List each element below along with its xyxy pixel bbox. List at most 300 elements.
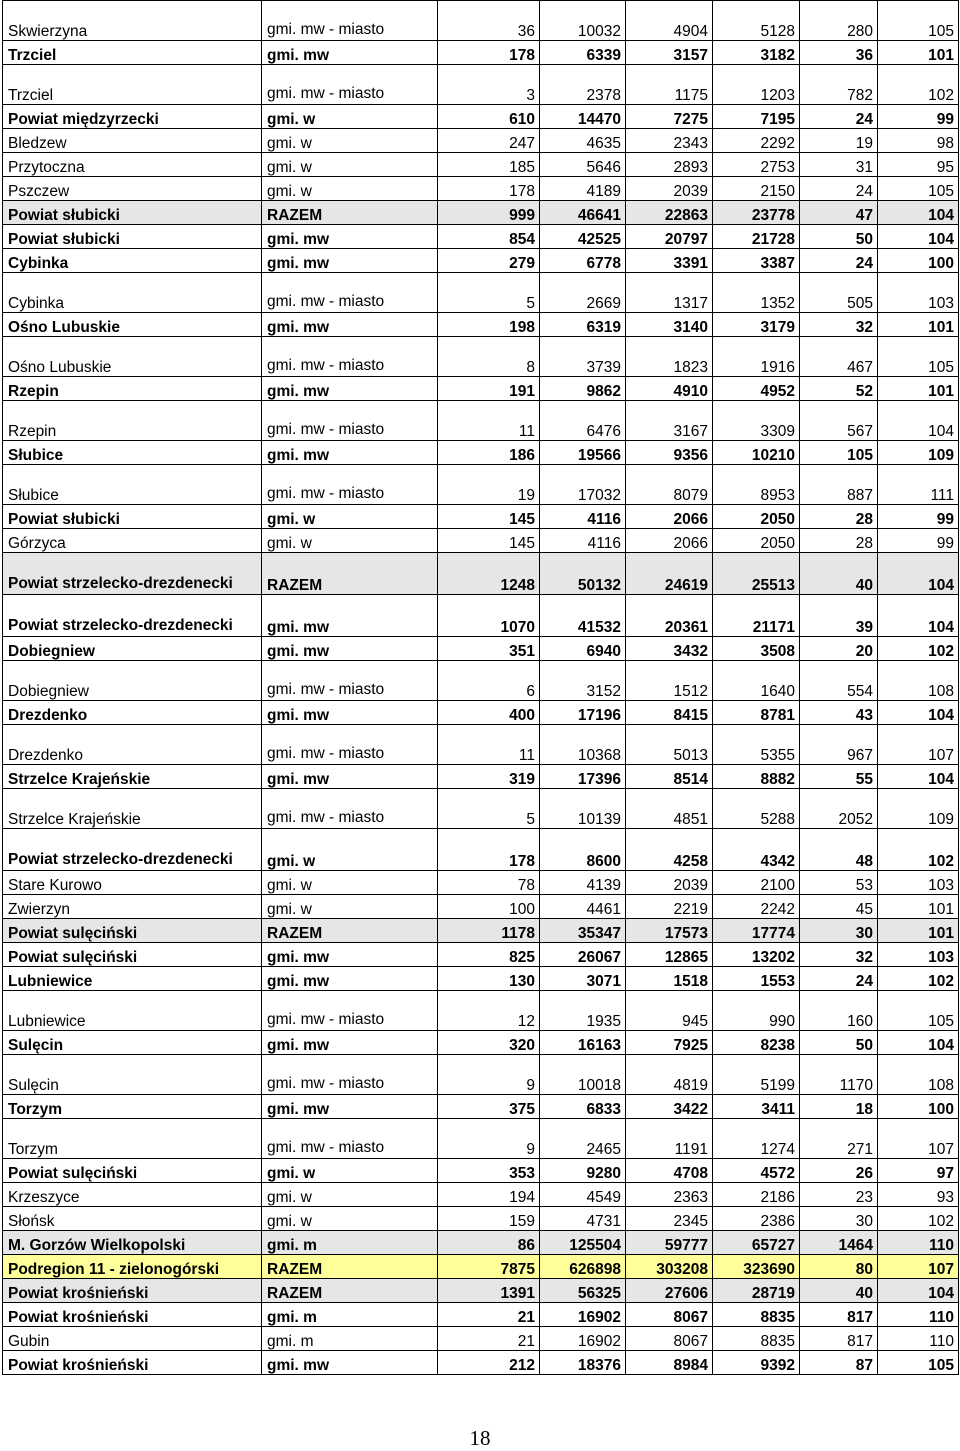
cell-count-col-3: 2219 [626,895,713,919]
cell-count-col-4: 17774 [713,919,800,943]
table-row [3,1231,959,1255]
cell-count-col-1: 21 [438,1327,540,1351]
cell-count-col-3: 8415 [626,701,713,725]
cell-count-col-3: 12865 [626,943,713,967]
cell-count-col-5: 32 [800,943,878,967]
cell-count-col-5: 24 [800,967,878,991]
cell-count-col-5: 43 [800,701,878,725]
cell-count-col-3: 20797 [626,225,713,249]
cell-count-col-6: 99 [878,105,959,129]
cell-count-col-6: 102 [878,1207,959,1231]
cell-count-col-4: 3309 [713,401,800,441]
cell-unit-type: gmi. mw - miasto [262,1055,438,1095]
cell-count-col-4: 4952 [713,377,800,401]
cell-count-col-5: 47 [800,201,878,225]
cell-unit-type: gmi. mw [262,943,438,967]
cell-unit-name: Powiat słubicki [3,505,262,529]
cell-unit-type: RAZEM [262,919,438,943]
cell-count-col-4: 8953 [713,465,800,505]
cell-count-col-4: 2753 [713,153,800,177]
table-row [3,1255,959,1279]
table-row [3,765,959,789]
cell-count-col-3: 4851 [626,789,713,829]
cell-count-col-4: 2242 [713,895,800,919]
table-row [3,337,959,377]
cell-count-col-5: 1464 [800,1231,878,1255]
table-row [3,701,959,725]
cell-count-col-4: 13202 [713,943,800,967]
cell-unit-name: Powiat sulęciński [3,1159,262,1183]
cell-unit-name: Strzelce Krajeńskie [3,765,262,789]
cell-unit-type: gmi. w [262,505,438,529]
cell-count-col-1: 11 [438,401,540,441]
table-body [3,1,959,1375]
cell-unit-type: gmi. mw - miasto [262,273,438,313]
cell-unit-type: gmi. w [262,1159,438,1183]
cell-unit-name: Pszczew [3,177,262,201]
cell-count-col-1: 3 [438,65,540,105]
cell-unit-type: gmi. mw - miasto [262,789,438,829]
cell-count-col-2: 14470 [540,105,626,129]
cell-count-col-2: 4461 [540,895,626,919]
table-row [3,105,959,129]
cell-count-col-6: 101 [878,41,959,65]
table-row [3,465,959,505]
cell-count-col-1: 610 [438,105,540,129]
cell-count-col-3: 24619 [626,553,713,595]
cell-unit-type: gmi. w [262,895,438,919]
cell-count-col-3: 20361 [626,595,713,637]
cell-count-col-1: 178 [438,41,540,65]
table-row [3,313,959,337]
cell-count-col-2: 16902 [540,1327,626,1351]
cell-count-col-6: 100 [878,1095,959,1119]
cell-unit-name: Słubice [3,465,262,505]
cell-count-col-5: 87 [800,1351,878,1375]
cell-count-col-6: 105 [878,337,959,377]
cell-count-col-5: 887 [800,465,878,505]
cell-count-col-5: 39 [800,595,878,637]
cell-count-col-1: 400 [438,701,540,725]
cell-count-col-1: 1248 [438,553,540,595]
cell-count-col-5: 53 [800,871,878,895]
cell-count-col-2: 4116 [540,505,626,529]
cell-count-col-2: 26067 [540,943,626,967]
cell-count-col-3: 2343 [626,129,713,153]
cell-unit-type: gmi. w [262,177,438,201]
cell-count-col-2: 4116 [540,529,626,553]
cell-count-col-1: 194 [438,1183,540,1207]
cell-count-col-1: 9 [438,1119,540,1159]
cell-count-col-6: 99 [878,505,959,529]
cell-count-col-1: 19 [438,465,540,505]
cell-count-col-2: 3152 [540,661,626,701]
cell-count-col-2: 626898 [540,1255,626,1279]
cell-count-col-4: 1352 [713,273,800,313]
cell-count-col-5: 23 [800,1183,878,1207]
cell-unit-name: Powiat międzyrzecki [3,105,262,129]
table-row [3,895,959,919]
cell-count-col-6: 98 [878,129,959,153]
cell-count-col-6: 103 [878,943,959,967]
cell-count-col-4: 25513 [713,553,800,595]
cell-count-col-3: 4708 [626,1159,713,1183]
cell-count-col-5: 467 [800,337,878,377]
cell-unit-name: Sulęcin [3,1055,262,1095]
cell-count-col-2: 2669 [540,273,626,313]
cell-count-col-1: 5 [438,789,540,829]
cell-unit-type: gmi. mw - miasto [262,991,438,1031]
cell-unit-name: Powiat sulęciński [3,943,262,967]
cell-count-col-4: 65727 [713,1231,800,1255]
table-row [3,919,959,943]
cell-unit-name: Torzym [3,1095,262,1119]
table-row [3,553,959,595]
cell-unit-name: Lubniewice [3,967,262,991]
cell-count-col-4: 21171 [713,595,800,637]
cell-count-col-2: 17196 [540,701,626,725]
cell-count-col-5: 80 [800,1255,878,1279]
cell-count-col-3: 7925 [626,1031,713,1055]
cell-count-col-5: 105 [800,441,878,465]
table-row [3,1207,959,1231]
cell-count-col-1: 11 [438,725,540,765]
cell-unit-type: gmi. mw [262,1031,438,1055]
cell-count-col-4: 3387 [713,249,800,273]
cell-count-col-6: 107 [878,1255,959,1279]
cell-unit-name: Strzelce Krajeńskie [3,789,262,829]
cell-unit-name: Dobiegniew [3,661,262,701]
cell-unit-type: RAZEM [262,1279,438,1303]
cell-count-col-1: 5 [438,273,540,313]
cell-count-col-6: 109 [878,441,959,465]
cell-unit-type: gmi. m [262,1231,438,1255]
table-row [3,129,959,153]
table-row [3,1327,959,1351]
cell-count-col-4: 4572 [713,1159,800,1183]
cell-count-col-6: 102 [878,829,959,871]
cell-unit-name: Cybinka [3,249,262,273]
cell-count-col-6: 110 [878,1231,959,1255]
table-row [3,401,959,441]
cell-count-col-3: 8067 [626,1303,713,1327]
cell-count-col-5: 32 [800,313,878,337]
cell-count-col-2: 6778 [540,249,626,273]
table-row [3,991,959,1031]
cell-count-col-2: 10018 [540,1055,626,1095]
cell-count-col-2: 17032 [540,465,626,505]
cell-unit-name: Powiat słubicki [3,201,262,225]
cell-count-col-3: 22863 [626,201,713,225]
cell-count-col-6: 102 [878,967,959,991]
cell-count-col-5: 31 [800,153,878,177]
cell-count-col-6: 100 [878,249,959,273]
cell-count-col-4: 4342 [713,829,800,871]
cell-count-col-5: 45 [800,895,878,919]
cell-count-col-2: 6476 [540,401,626,441]
cell-count-col-5: 24 [800,249,878,273]
cell-count-col-4: 8835 [713,1303,800,1327]
cell-count-col-5: 52 [800,377,878,401]
cell-unit-name: Powiat krośnieński [3,1351,262,1375]
cell-count-col-5: 817 [800,1303,878,1327]
cell-unit-name: Podregion 11 - zielonogórski [3,1255,262,1279]
cell-count-col-3: 3140 [626,313,713,337]
table-row [3,1303,959,1327]
cell-count-col-2: 9280 [540,1159,626,1183]
cell-count-col-4: 28719 [713,1279,800,1303]
cell-count-col-2: 2465 [540,1119,626,1159]
table-row [3,505,959,529]
cell-count-col-6: 101 [878,919,959,943]
cell-unit-name: Lubniewice [3,991,262,1031]
cell-count-col-1: 130 [438,967,540,991]
cell-count-col-1: 186 [438,441,540,465]
cell-count-col-5: 967 [800,725,878,765]
cell-count-col-6: 110 [878,1327,959,1351]
cell-count-col-1: 12 [438,991,540,1031]
cell-unit-name: M. Gorzów Wielkopolski [3,1231,262,1255]
cell-count-col-1: 353 [438,1159,540,1183]
cell-unit-type: gmi. mw - miasto [262,65,438,105]
cell-unit-name: Słońsk [3,1207,262,1231]
cell-count-col-6: 105 [878,1351,959,1375]
table-row [3,943,959,967]
cell-count-col-1: 7875 [438,1255,540,1279]
cell-unit-type: gmi. mw - miasto [262,1,438,41]
cell-count-col-1: 185 [438,153,540,177]
cell-count-col-2: 125504 [540,1231,626,1255]
cell-count-col-5: 40 [800,553,878,595]
cell-unit-type: gmi. mw - miasto [262,661,438,701]
cell-unit-type: gmi. w [262,129,438,153]
cell-count-col-2: 6833 [540,1095,626,1119]
cell-count-col-1: 198 [438,313,540,337]
cell-count-col-6: 107 [878,725,959,765]
table-row [3,225,959,249]
cell-count-col-4: 323690 [713,1255,800,1279]
cell-count-col-2: 41532 [540,595,626,637]
cell-unit-type: gmi. mw [262,1351,438,1375]
table-row [3,377,959,401]
table-row [3,201,959,225]
cell-count-col-1: 320 [438,1031,540,1055]
table-row [3,41,959,65]
cell-count-col-4: 5288 [713,789,800,829]
cell-count-col-3: 17573 [626,919,713,943]
cell-count-col-6: 104 [878,1031,959,1055]
cell-unit-name: Powiat krośnieński [3,1279,262,1303]
cell-unit-type: gmi. mw [262,249,438,273]
cell-count-col-3: 2893 [626,153,713,177]
cell-count-col-3: 8067 [626,1327,713,1351]
cell-count-col-1: 9 [438,1055,540,1095]
cell-count-col-2: 10368 [540,725,626,765]
cell-unit-name: Torzym [3,1119,262,1159]
cell-count-col-5: 26 [800,1159,878,1183]
cell-count-col-3: 1512 [626,661,713,701]
cell-count-col-6: 103 [878,871,959,895]
cell-count-col-3: 1518 [626,967,713,991]
cell-unit-type: RAZEM [262,1255,438,1279]
cell-count-col-5: 30 [800,919,878,943]
table-row [3,967,959,991]
cell-count-col-6: 101 [878,313,959,337]
cell-count-col-3: 8984 [626,1351,713,1375]
cell-unit-name: Drezdenko [3,725,262,765]
cell-count-col-2: 4635 [540,129,626,153]
cell-unit-type: RAZEM [262,553,438,595]
cell-count-col-1: 178 [438,829,540,871]
table-row [3,595,959,637]
cell-count-col-1: 159 [438,1207,540,1231]
cell-count-col-4: 21728 [713,225,800,249]
cell-count-col-3: 4258 [626,829,713,871]
cell-count-col-4: 2292 [713,129,800,153]
cell-count-col-5: 19 [800,129,878,153]
cell-count-col-6: 99 [878,529,959,553]
cell-count-col-4: 2150 [713,177,800,201]
cell-unit-name: Rzepin [3,377,262,401]
cell-unit-name: Gubin [3,1327,262,1351]
table-row [3,829,959,871]
cell-count-col-6: 102 [878,65,959,105]
cell-count-col-5: 280 [800,1,878,41]
cell-unit-name: Górzyca [3,529,262,553]
cell-count-col-2: 42525 [540,225,626,249]
cell-count-col-1: 178 [438,177,540,201]
cell-count-col-3: 2345 [626,1207,713,1231]
cell-count-col-2: 50132 [540,553,626,595]
table-row [3,1119,959,1159]
cell-count-col-5: 271 [800,1119,878,1159]
cell-unit-type: gmi. mw [262,595,438,637]
cell-count-col-5: 160 [800,991,878,1031]
cell-unit-name: Powiat strzelecko-drezdenecki [3,595,262,637]
cell-count-col-5: 18 [800,1095,878,1119]
cell-unit-type: gmi. mw [262,765,438,789]
cell-count-col-1: 375 [438,1095,540,1119]
cell-count-col-5: 55 [800,765,878,789]
cell-count-col-2: 9862 [540,377,626,401]
cell-count-col-3: 1191 [626,1119,713,1159]
cell-unit-type: RAZEM [262,201,438,225]
cell-count-col-5: 50 [800,225,878,249]
cell-count-col-6: 110 [878,1303,959,1327]
cell-count-col-6: 101 [878,895,959,919]
cell-unit-name: Powiat słubicki [3,225,262,249]
cell-count-col-1: 279 [438,249,540,273]
cell-unit-type: gmi. mw [262,1095,438,1119]
cell-count-col-4: 2100 [713,871,800,895]
cell-count-col-1: 1391 [438,1279,540,1303]
cell-count-col-1: 212 [438,1351,540,1375]
cell-count-col-6: 104 [878,201,959,225]
cell-count-col-1: 145 [438,505,540,529]
cell-count-col-1: 36 [438,1,540,41]
cell-unit-type: gmi. mw - miasto [262,401,438,441]
cell-count-col-1: 86 [438,1231,540,1255]
cell-count-col-1: 145 [438,529,540,553]
cell-count-col-1: 78 [438,871,540,895]
cell-count-col-6: 104 [878,701,959,725]
cell-unit-type: gmi. w [262,1207,438,1231]
cell-unit-name: Cybinka [3,273,262,313]
cell-count-col-4: 9392 [713,1351,800,1375]
cell-count-col-5: 24 [800,177,878,201]
cell-count-col-3: 3167 [626,401,713,441]
cell-count-col-3: 3432 [626,637,713,661]
cell-count-col-4: 1640 [713,661,800,701]
cell-unit-type: gmi. m [262,1303,438,1327]
cell-count-col-3: 4819 [626,1055,713,1095]
cell-count-col-3: 9356 [626,441,713,465]
cell-count-col-2: 19566 [540,441,626,465]
cell-count-col-5: 40 [800,1279,878,1303]
cell-count-col-5: 24 [800,105,878,129]
cell-unit-name: Dobiegniew [3,637,262,661]
cell-count-col-3: 59777 [626,1231,713,1255]
table-row [3,273,959,313]
cell-count-col-2: 35347 [540,919,626,943]
cell-count-col-5: 28 [800,505,878,529]
cell-count-col-2: 2378 [540,65,626,105]
cell-count-col-4: 1916 [713,337,800,377]
cell-unit-type: gmi. mw - miasto [262,465,438,505]
cell-count-col-6: 103 [878,273,959,313]
cell-count-col-4: 1553 [713,967,800,991]
cell-unit-name: Powiat strzelecko-drezdenecki [3,829,262,871]
cell-unit-type: gmi. w [262,529,438,553]
cell-unit-name: Powiat sulęciński [3,919,262,943]
cell-unit-name: Powiat strzelecko-drezdenecki [3,553,262,595]
cell-count-col-5: 48 [800,829,878,871]
table-row [3,1159,959,1183]
cell-count-col-4: 8835 [713,1327,800,1351]
cell-count-col-1: 6 [438,661,540,701]
cell-count-col-4: 8882 [713,765,800,789]
cell-count-col-6: 101 [878,377,959,401]
cell-count-col-2: 17396 [540,765,626,789]
cell-unit-name: Powiat krośnieński [3,1303,262,1327]
cell-count-col-5: 20 [800,637,878,661]
cell-count-col-1: 854 [438,225,540,249]
cell-count-col-2: 4731 [540,1207,626,1231]
cell-count-col-3: 4904 [626,1,713,41]
cell-count-col-3: 3157 [626,41,713,65]
data-table [2,0,959,1375]
cell-unit-type: gmi. mw [262,225,438,249]
cell-count-col-4: 2186 [713,1183,800,1207]
cell-unit-name: Zwierzyn [3,895,262,919]
cell-count-col-5: 50 [800,1031,878,1055]
cell-count-col-5: 2052 [800,789,878,829]
cell-count-col-3: 2039 [626,177,713,201]
cell-count-col-2: 4189 [540,177,626,201]
cell-count-col-6: 104 [878,553,959,595]
cell-unit-type: gmi. w [262,829,438,871]
cell-count-col-2: 46641 [540,201,626,225]
cell-count-col-3: 8514 [626,765,713,789]
cell-count-col-6: 104 [878,225,959,249]
cell-count-col-3: 8079 [626,465,713,505]
cell-count-col-2: 10139 [540,789,626,829]
cell-unit-type: gmi. mw - miasto [262,337,438,377]
cell-count-col-5: 782 [800,65,878,105]
cell-count-col-1: 1178 [438,919,540,943]
cell-count-col-6: 104 [878,595,959,637]
cell-count-col-5: 30 [800,1207,878,1231]
